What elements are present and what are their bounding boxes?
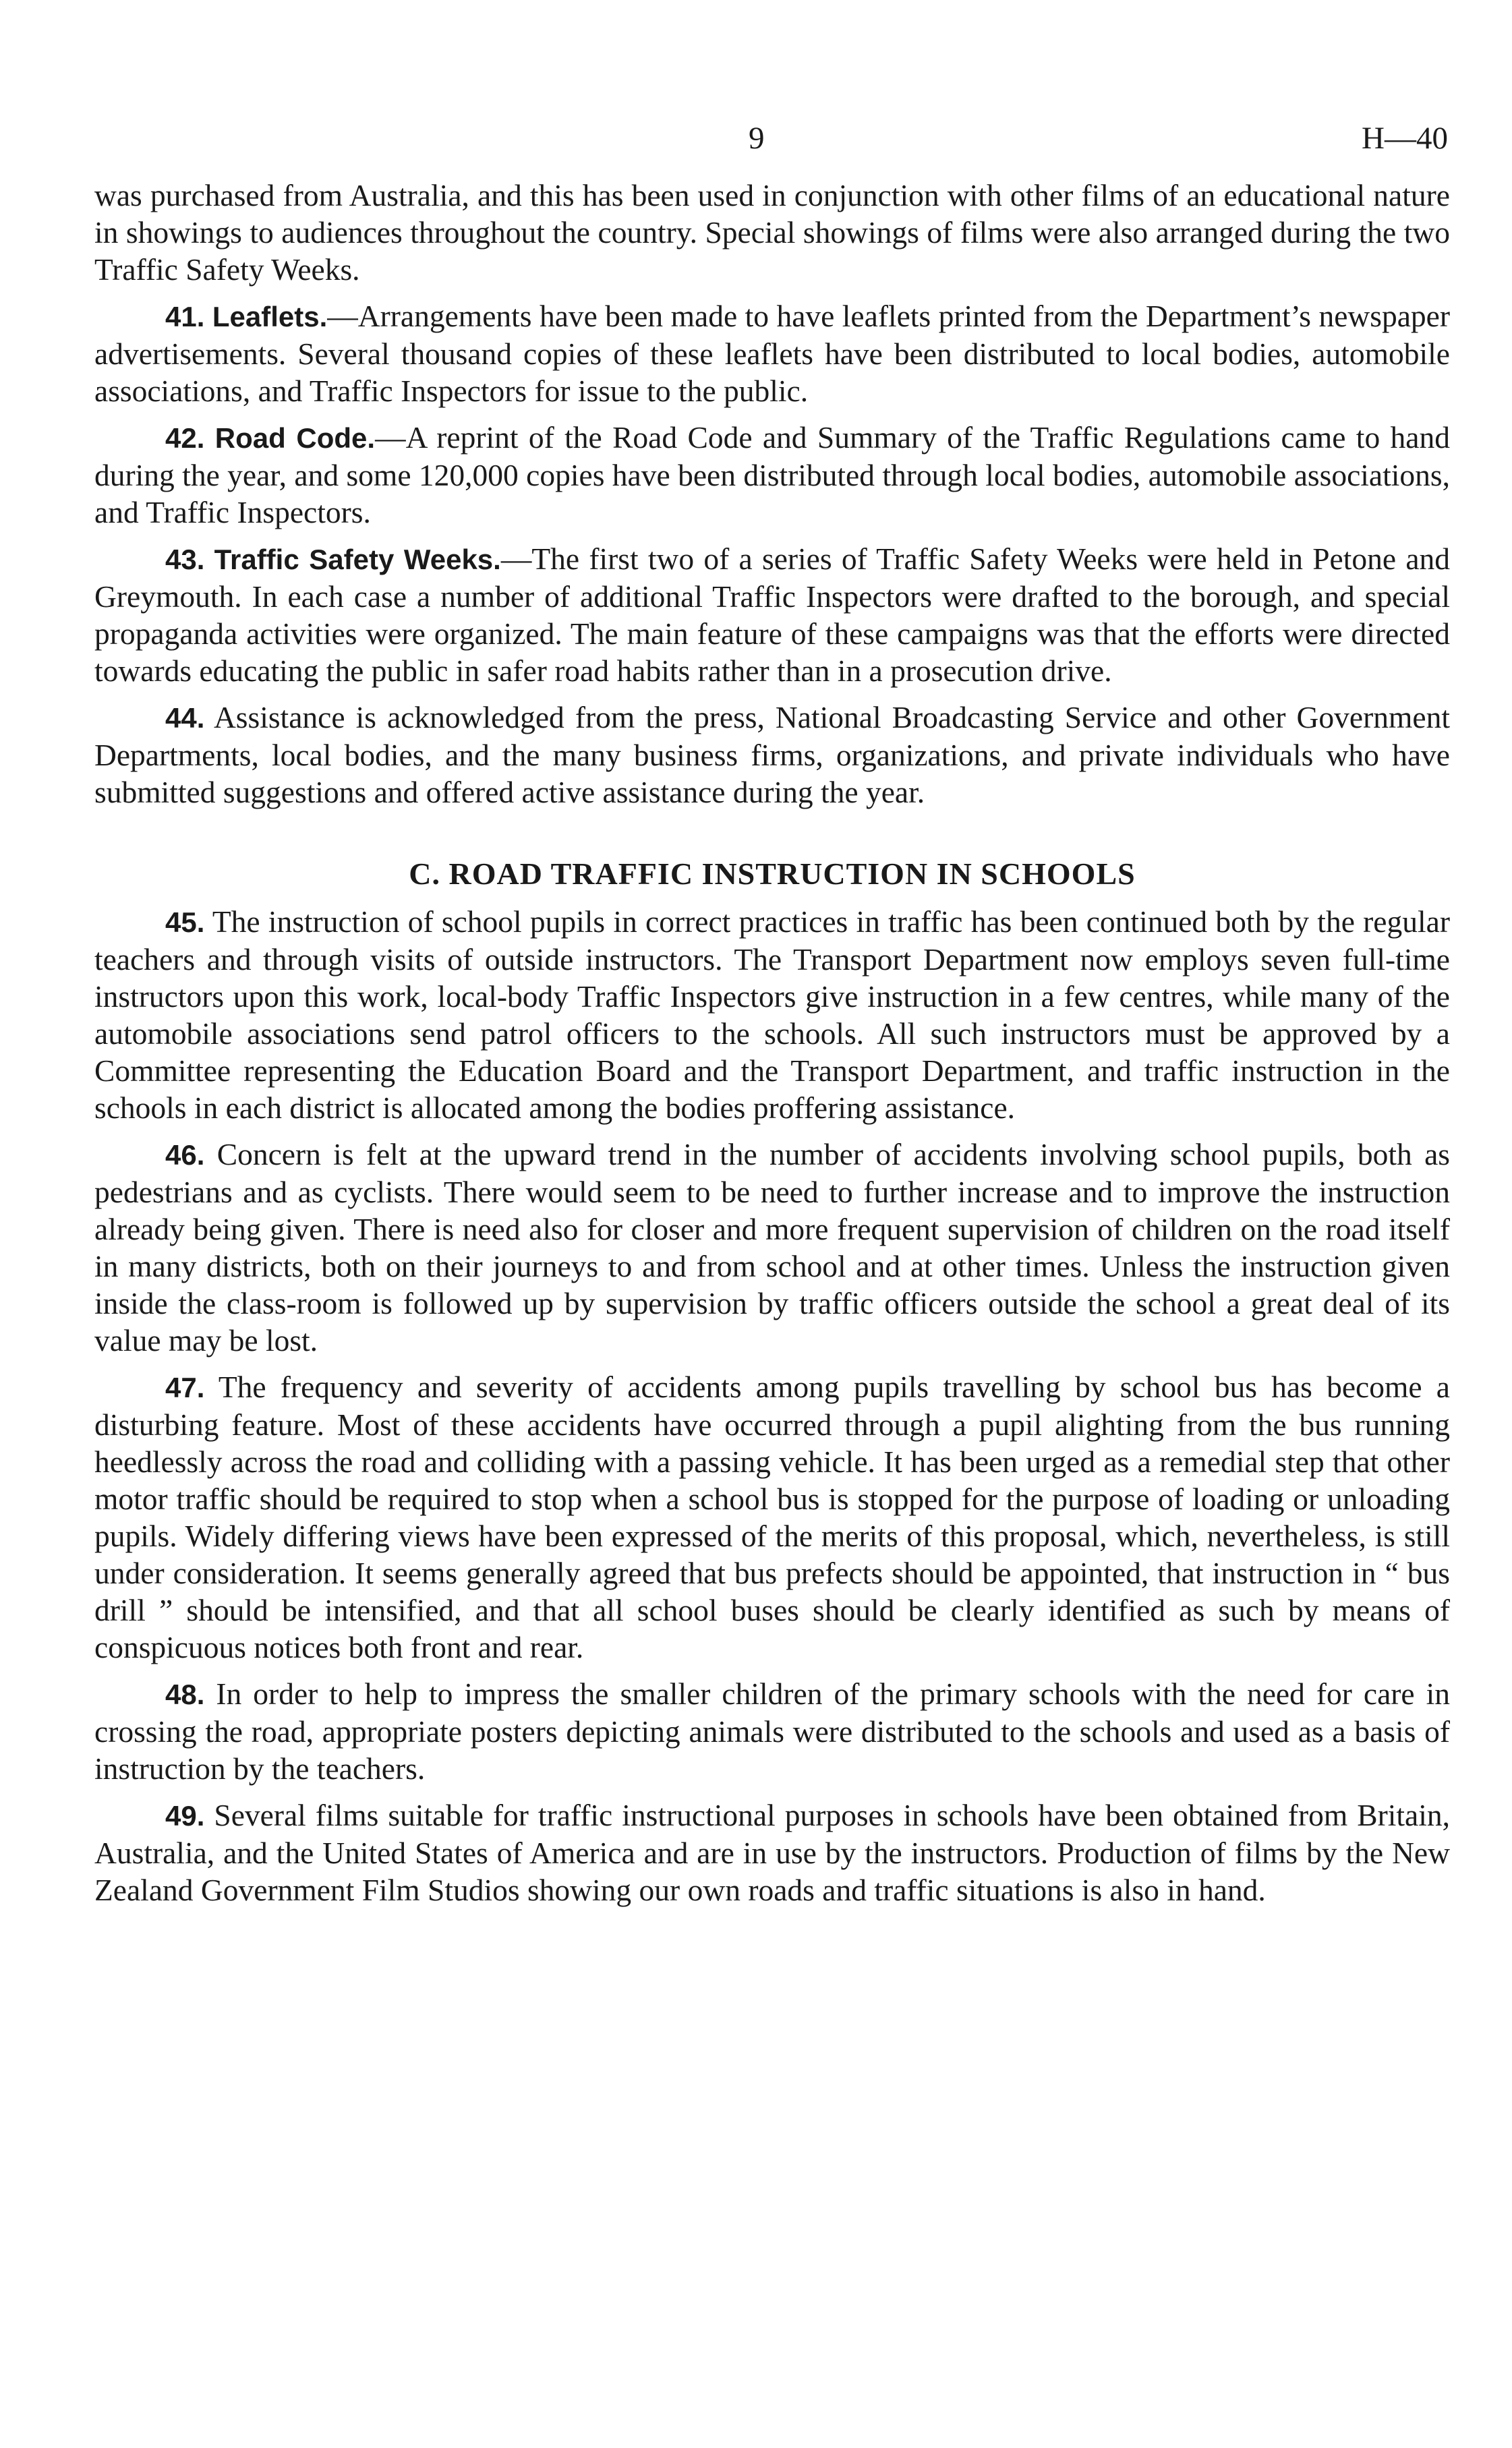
page-header [0, 120, 1512, 167]
paragraph-text: —A reprint of the Road Code and Summary of the Traffic Regulations came to hand during the year, and some 120,000 copies have been distributed through local bodies, automobile associations, and Traffic Inspectors. [94, 420, 1450, 529]
paragraph-48 [94, 1675, 1450, 1787]
paragraph-49 [94, 1797, 1450, 1908]
paragraph-text: was purchased from Australia, and this has been used in conjunction with other films of an educational nature in showings to audiences throughout the country. Special showings of films were also arranged during the two Traffic Safety Weeks. [94, 178, 1450, 287]
paragraph-number: 47. [165, 1372, 205, 1403]
section-heading: C. ROAD TRAFFIC INSTRUCTION IN SCHOOLS [409, 856, 1136, 891]
paragraph-title: Road Code. [214, 422, 376, 454]
paragraph-number: 44. [165, 702, 205, 734]
paragraph-continued [94, 177, 1450, 288]
paragraph-text: Several films suitable for traffic instructional purposes in schools have been obtained from Britain, Australia, and the United States of America and are in use by the instructors. Production of films by the New Zealand Government Film Studios showing our own roads and traffic situations is also in hand. [94, 1798, 1450, 1907]
paragraph-45 [94, 903, 1450, 1126]
paragraph-43 [94, 540, 1450, 689]
paragraph-number: 45. [165, 906, 205, 938]
paragraph-title: Traffic Safety Weeks. [214, 544, 501, 575]
paragraph-number: 42. [165, 422, 205, 454]
document-body [94, 177, 1450, 1918]
page-number: 9 [749, 121, 765, 156]
paragraph-46 [94, 1136, 1450, 1359]
paragraph-text: Assistance is acknowledged from the press, National Broadcasting Service and other Government Departments, local bodies, and the many business firms, organizations, and private individuals who have submitted suggestions and offered active assistance during the year. [94, 700, 1450, 809]
paragraph-44 [94, 699, 1450, 811]
paragraph-41 [94, 297, 1450, 409]
paragraph-text: The instruction of school pupils in correct practices in traffic has been continued both by the regular teachers and through visits of outside instructors. The Transport Department now employs seven full-time instructors upon this work, local-body Traffic Inspectors give instruction in a few centres, while many of the automobile associations send patrol officers to the schools. All such instructors must be approved by a Committee representing the Education Board and the Transport Department, and traffic instruction in the schools in each district is allocated among the bodies proffering assistance. [94, 904, 1450, 1125]
paragraph-text: In order to help to impress the smaller children of the primary schools with the need for care in crossing the road, appropriate posters depicting animals were distributed to the schools and used as a basis of instruction by the teachers. [94, 1677, 1451, 1786]
paragraph-number: 46. [165, 1139, 205, 1171]
paragraph-text: —The first two of a series of Traffic Safety Weeks were held in Petone and Greymouth. In each case a number of additional Traffic Inspectors were drafted to the borough, and special propaganda activities were organized. The main feature of these campaigns was that the efforts were directed towards educating the public in safer road habits rather than in a prosecution drive. [94, 542, 1451, 688]
paragraph-title: Leaflets. [212, 301, 328, 332]
paragraph-47 [94, 1368, 1450, 1666]
paragraph-number: 48. [165, 1679, 205, 1710]
paragraph-text: The frequency and severity of accidents among pupils travelling by school bus has become a disturbing feature. Most of these accidents have occurred through a pupil alighting from the bus running heedlessly across the road and colliding with a passing vehicle. It has been urged as a remedial step that other motor traffic should be required to stop when a school bus is stopped for the purpose of loading or unloading pupils. Widely differing views have been expressed of the merits of this proposal, which, nevertheless, is still under consideration. It seems generally agreed that bus prefects should be appointed, that instruction in “ bus drill ” should be intensified, and that all school buses should be clearly identified as such by means of conspicuous notices both front and rear. [94, 1370, 1450, 1664]
paragraph-number: 41. [165, 301, 205, 332]
document-reference: H—40 [1362, 121, 1448, 156]
paragraph-text: —Arrangements have been made to have leaflets printed from the Department’s newspaper advertisements. Several thousand copies of these leaflets have been distributed to local bodies, automobile associations, and Traffic Inspectors for issue to the public. [94, 299, 1450, 408]
paragraph-number: 43. [165, 544, 205, 575]
paragraph-number: 49. [165, 1800, 205, 1832]
paragraph-42 [94, 419, 1450, 531]
paragraph-text: Concern is felt at the upward trend in the number of accidents involving school pupils, both as pedestrians and as cyclists. There would seem to be need to further increase and to improve the instruction already being given. There is need also for closer and more frequent supervision of children on the road itself in many districts, both on their journeys to and from school and at other times. Unless the instruction given inside the class-room is followed up by supervision by traffic officers outside the school a great deal of its value may be lost. [94, 1137, 1451, 1358]
